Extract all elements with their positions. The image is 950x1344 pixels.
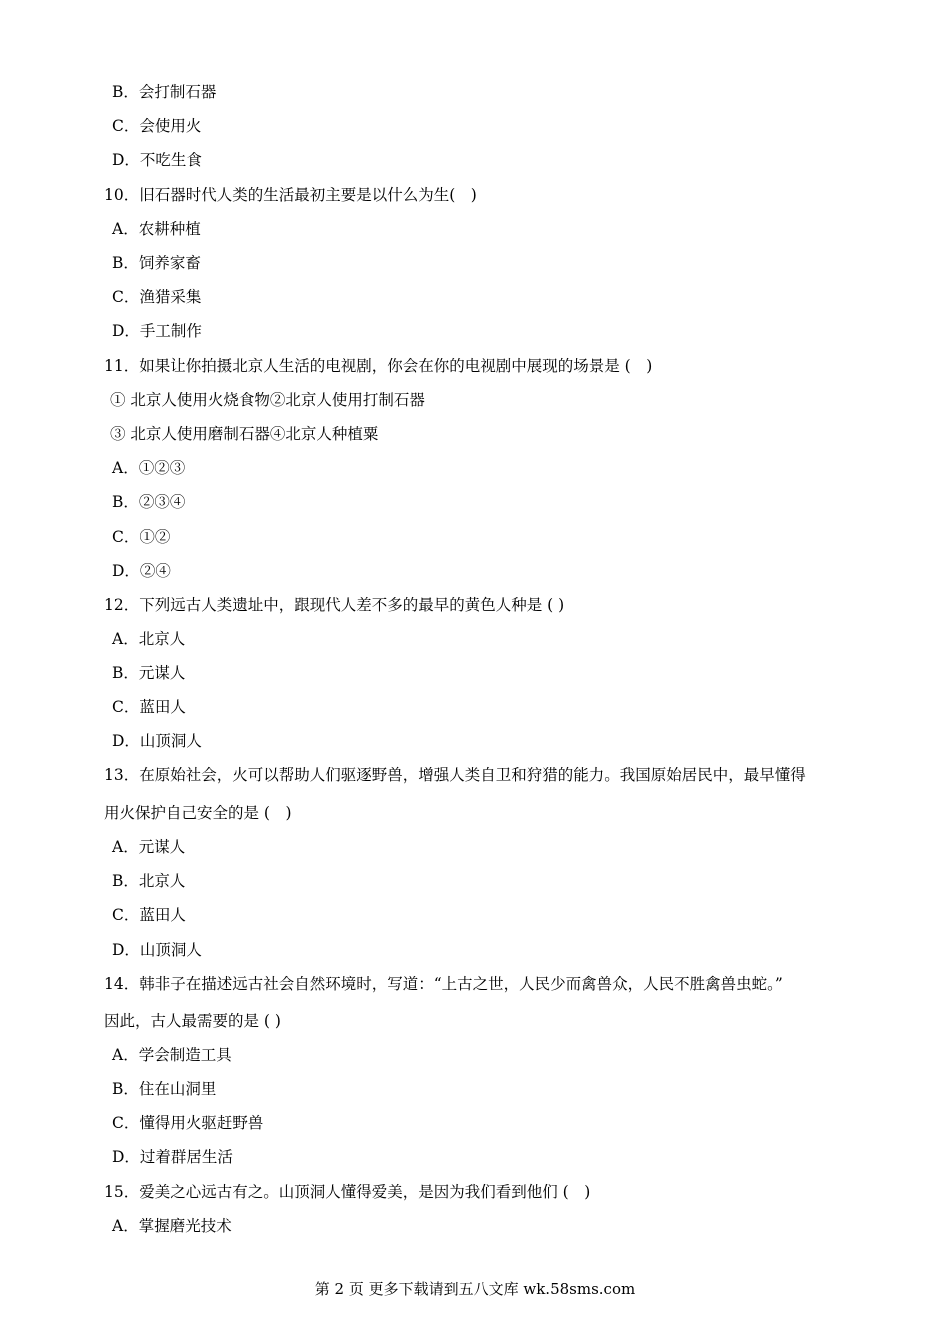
q13-option-d: D．山顶洞人 <box>112 941 202 959</box>
q9-option-c: C．会使用火 <box>112 117 202 135</box>
q12-option-c: C．蓝田人 <box>112 698 186 716</box>
q10-option-b: B．饲养家畜 <box>112 254 201 272</box>
q12-option-b: B．元谋人 <box>112 664 186 682</box>
q14-stem-line-1: 14．韩非子在描述远古社会自然环境时，写道：“上古之世，人民少而禽兽众，人民不胜禽兽虫蛇。” <box>104 975 783 993</box>
q10-option-a: A．农耕种植 <box>112 220 201 238</box>
q11-stem: 11．如果让你拍摄北京人生活的电视剧，你会在你的电视剧中展现的场景是 ( ) <box>104 357 653 375</box>
q12-option-a: A．北京人 <box>112 630 186 648</box>
q14-option-a: A．学会制造工具 <box>112 1046 232 1064</box>
q11-option-b: B．②③④ <box>112 493 186 511</box>
q13-option-b: B．北京人 <box>112 872 186 890</box>
q10-option-d: D．手工制作 <box>112 322 202 340</box>
q9-option-b: B．会打制石器 <box>112 83 217 101</box>
q10-stem: 10．旧石器时代人类的生活最初主要是以什么为生( ) <box>104 186 477 204</box>
page-footer: 第 2 页 更多下载请到五八文库 wk.58sms.com <box>314 1280 636 1298</box>
q11-option-a: A．①②③ <box>112 459 186 477</box>
q13-option-a: A．元谋人 <box>112 838 186 856</box>
q15-option-a: A．掌握磨光技术 <box>112 1217 232 1235</box>
q11-option-c: C．①② <box>112 528 171 546</box>
q13-stem-line-2: 用火保护自己安全的是 ( ) <box>104 804 292 822</box>
q14-option-d: D．过着群居生活 <box>112 1148 233 1166</box>
q13-stem-line-1: 13．在原始社会，火可以帮助人们驱逐野兽，增强人类自卫和狩猎的能力。我国原始居民中，最早懂得 <box>104 766 806 784</box>
q15-stem: 15．爱美之心远古有之。山顶洞人懂得爱美，是因为我们看到他们 ( ) <box>104 1183 591 1201</box>
q11-option-d: D．②④ <box>112 562 171 580</box>
q12-stem: 12．下列远古人类遗址中，跟现代人差不多的最早的黄色人种是 ( ) <box>104 596 565 614</box>
q12-option-d: D．山顶洞人 <box>112 732 202 750</box>
q9-option-d: D．不吃生食 <box>112 151 202 169</box>
q14-option-b: B．住在山洞里 <box>112 1080 217 1098</box>
q13-option-c: C．蓝田人 <box>112 906 186 924</box>
q10-option-c: C．渔猎采集 <box>112 288 202 306</box>
q11-statement-2: ③ 北京人使用磨制石器④北京人种植粟 <box>110 425 379 443</box>
q11-statement-1: ① 北京人使用火烧食物②北京人使用打制石器 <box>110 391 425 409</box>
q14-option-c: C．懂得用火驱赶野兽 <box>112 1114 264 1132</box>
q14-stem-line-2: 因此，古人最需要的是 ( ) <box>104 1012 281 1030</box>
